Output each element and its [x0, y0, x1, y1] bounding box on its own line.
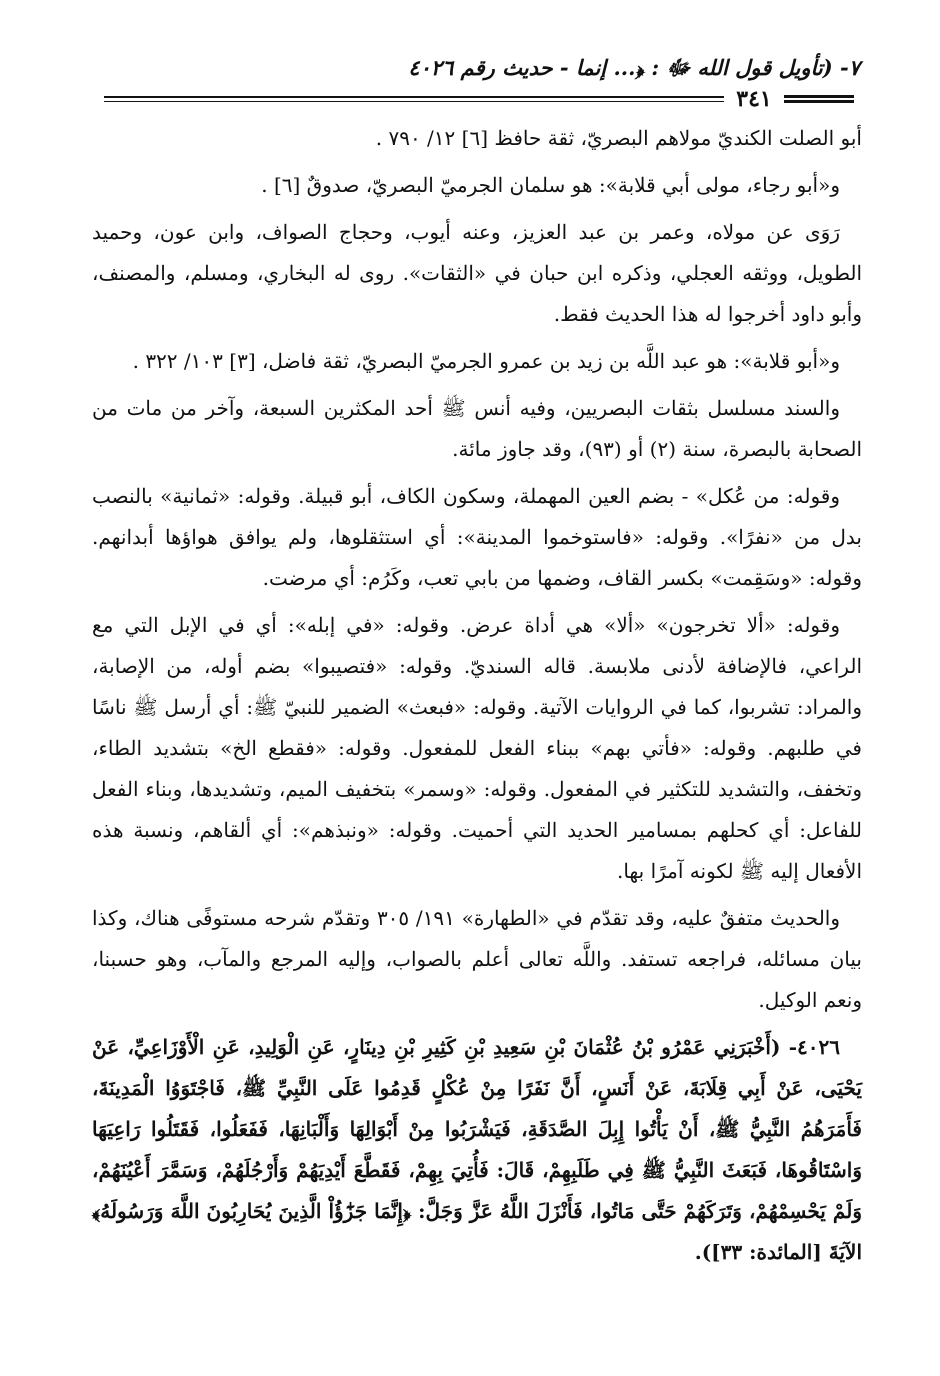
- paragraph: أبو الصلت الكنديّ مولاهم البصريّ، ثقة حافظ [٦] ١٢/ ٧٩٠ .: [375, 126, 862, 150]
- paragraph: رَوَى عن مولاه، وعمر بن عبد العزيز، وعنه أيوب، وحجاج الصواف، وابن عون، وحميد الطويل، ووثقه العجلي، وذكره ابن حبان في «الثقات». روى له البخاري، ومسلم، والمصنف، وأبو داود أخرجوا له هذا الحديث فقط.: [92, 220, 862, 326]
- paragraph: والحديث متفقٌ عليه، وقد تقدّم في «الطهارة» ١٩١/ ٣٠٥ وتقدّم شرحه مستوفًى هناك، وكذا بيان مسائله، فراجعه تستفد. واللَّه تعالى أعلم بالصواب، وإليه المرجع والمآب، وهو حسبنا، ونعم الوكيل.: [92, 906, 862, 1012]
- header-rule: [92, 86, 862, 112]
- paragraph: والسند مسلسل بثقات البصريين، وفيه أنس ﷺ أحد المكثرين السبعة، وآخر من مات من الصحابة بالبصرة، سنة (٢) أو (٩٣)، وقد جاوز مائة.: [92, 396, 862, 461]
- page-body: [92, 118, 862, 1273]
- running-header: [92, 52, 862, 86]
- paragraph: و«أبو قلابة»: هو عبد اللَّه بن زيد بن عمرو الجرميّ البصريّ، ثقة فاضل، [٣] ١٠٣/ ٣٢٢ .: [132, 349, 840, 373]
- book-page: [92, 52, 862, 1279]
- paragraph: و«أبو رجاء، مولى أبي قلابة»: هو سلمان الجرميّ البصريّ، صدوقٌ [٦] .: [261, 173, 840, 197]
- paragraph: وقوله: من عُكل» - بضم العين المهملة، وسكون الكاف، أبو قبيلة. وقوله: «ثمانية» بالنصب بدل من «نفرًا». وقوله: «فاستوخموا المدينة»: أي استثقلوها، ولم يوافق هواؤها أبدانهم. وقوله: «وسَقِمت» بكسر القاف، وضمها من بابي تعب، وكَرُم: أي مرضت.: [92, 484, 862, 590]
- chapter-title: ٧- (تأويل قول الله ﷻ : ﴿... إنما - حديث رقم ٤٠٢٦: [408, 55, 860, 80]
- rule-tail: [784, 93, 854, 105]
- paragraph: وقوله: «ألا تخرجون» «ألا» هي أداة عرض. وقوله: «في إبله»: أي في الإبل التي مع الراعي، فالإضافة لأدنى ملابسة. قاله السنديّ. وقوله: «فتصيبوا» بضم أوله، من الإصابة، والمراد: تشربوا، كما في الروايات الآتية. وقوله: «فبعث» الضمير للنبيّ ﷺ: أي أرسل ﷺ ناسًا في طلبهم. وقوله: «فأتي بهم» ببناء الفعل للمفعول. وقوله: «فقطع الخ» بتشديد الطاء، وتخفف، والتشديد للتكثير في المفعول. وقوله: «وسمر» بتخفيف الميم، وتشديدها، وبناء الفعل للفاعل: أي كحلهم بمسامير الحديد التي أحميت. وقوله: «ونبذهم»: أي ألقاهم، ونسبة هذه الأفعال إليه ﷺ لكونه آمرًا بها.: [92, 613, 862, 883]
- page-number: ٣٤١: [736, 86, 772, 112]
- double-rule: [104, 93, 724, 105]
- hadith-text: ٤٠٢٦- (أَخْبَرَنِي عَمْرُو بْنُ عُثْمَانَ بْنِ سَعِيدِ بْنِ كَثِيرِ بْنِ دِينَارٍ، عَنِ الْوَلِيدِ، عَنِ الْأَوْزَاعِيِّ، عَنْ يَحْيَى، عَنْ أَبِي قِلَابَةَ، عَنْ أَنَسٍ، أَنَّ نَفَرًا مِنْ عُكْلٍ قَدِمُوا عَلَى النَّبِيِّ ﷺ، فَاجْتَوَوُا الْمَدِينَةَ، فَأَمَرَهُمُ النَّبِيُّ ﷺ، أَنْ يَأْتُوا إِبِلَ الصَّدَقَةِ، فَيَشْرَبُوا مِنْ أَبْوَالِهَا وَأَلْبَانِهَا، فَفَعَلُوا، فَقَتَلُوا رَاعِيَهَا وَاسْتَاقُوهَا، فَبَعَثَ النَّبِيُّ ﷺ فِي طَلَبِهِمْ، قَالَ: فَأُتِيَ بِهِمْ، فَقَطَّعَ أَيْدِيَهُمْ وَأَرْجُلَهُمْ، وَسَمَّرَ أَعْيُنَهُمْ، وَلَمْ يَحْسِمْهُمْ، وَتَرَكَهُمْ حَتَّى مَاتُوا، فَأَنْزَلَ اللَّهُ عَزَّ وَجَلَّ: ﴿إِنَّمَا جَزَٰٓؤُاْ الَّذِينَ يُحَارِبُونَ اللَّهَ وَرَسُولَهُ﴾ الآيَةَ [المائدة: ٣٣]).: [92, 1035, 862, 1264]
